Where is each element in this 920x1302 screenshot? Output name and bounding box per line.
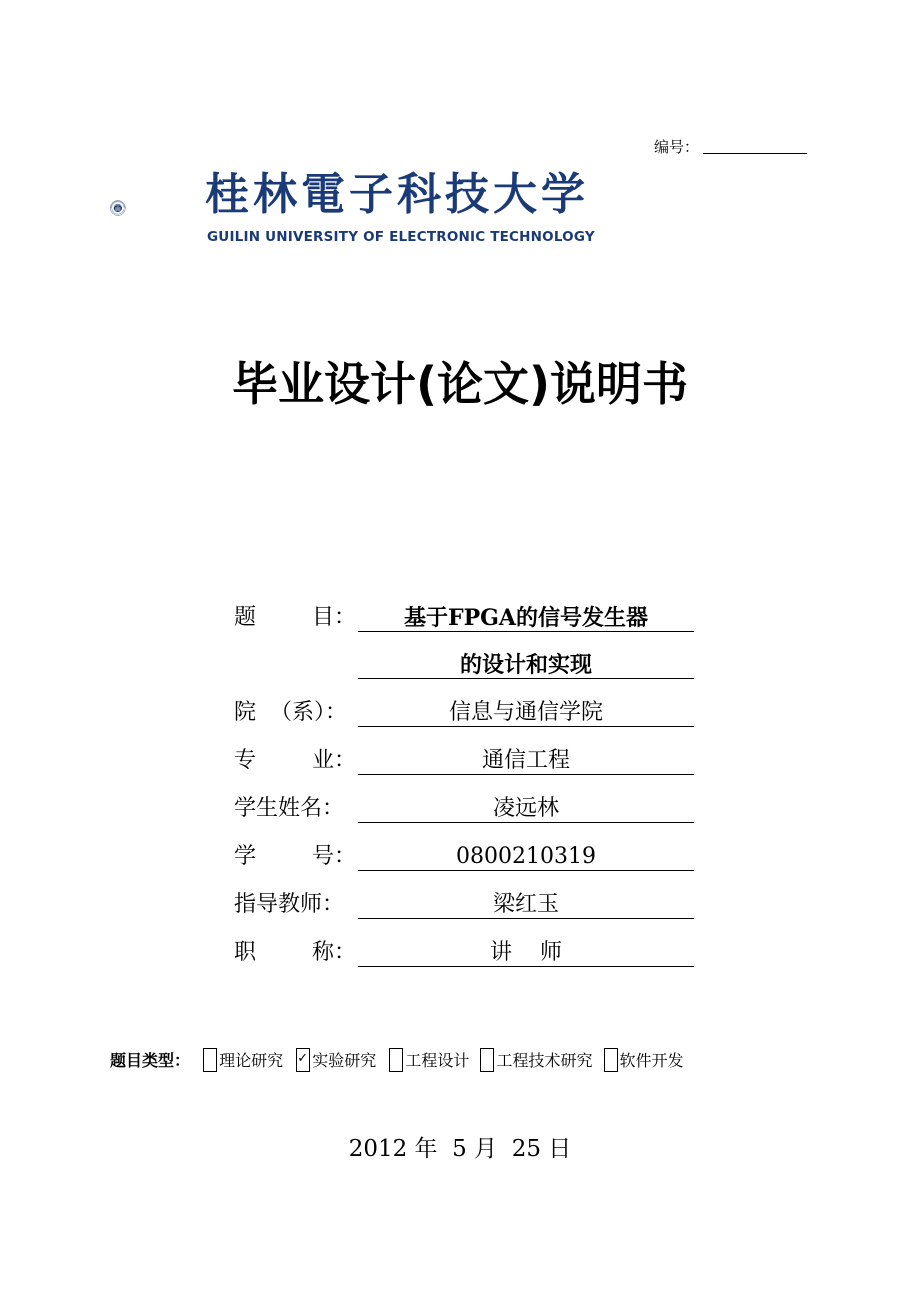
topic-type-option-2: 工程设计 [405,1051,470,1070]
major-label: 专 业： [234,748,356,773]
rank-label: 职 称： [234,940,356,965]
topic-type-checkbox-1[interactable] [296,1048,310,1072]
student-id-underline [358,870,694,871]
topic-value-line2: 的设计和实现 [459,652,592,678]
document-title: 毕业设计(论文)说明书 [231,357,689,411]
advisor-underline [358,918,694,919]
topic-type-checkbox-2[interactable] [389,1048,403,1072]
topic-type-label: 题目类型： [110,1051,191,1070]
student-name-underline [358,822,694,823]
topic-type-row [110,1048,684,1078]
topic-type-checkbox-4[interactable] [604,1048,618,1072]
topic-underline-2 [358,678,694,679]
topic-type-checkbox-3[interactable] [480,1048,494,1072]
advisor-label: 指导教师： [234,892,345,917]
university-seal-icon [110,166,200,250]
topic-value-line1: 基于FPGA的信号发生器 [403,605,649,631]
serial-number-label: 编号： [654,138,700,156]
document-date: 2012 年 5 月 25 日 [348,1136,572,1162]
topic-label: 题 目： [234,605,356,630]
student-name-label: 学生姓名： [234,796,345,821]
topic-type-option-0: 理论研究 [219,1051,284,1070]
student-id-value: 0800210319 [456,844,596,869]
university-name-cn: 桂林電子科技大学 [205,169,589,220]
serial-number-field[interactable] [703,153,807,154]
topic-type-option-1: 实验研究 [312,1051,377,1070]
topic-type-option-4: 软件开发 [619,1051,684,1070]
topic-type-checkbox-0[interactable] [203,1048,217,1072]
topic-underline-1 [358,631,694,632]
university-name-en: GUILIN UNIVERSITY OF ELECTRONIC TECHNOLOGY [207,229,595,245]
department-underline [358,726,694,727]
advisor-value: 梁红玉 [492,892,559,917]
major-value: 通信工程 [481,748,570,773]
department-value: 信息与通信学院 [448,700,603,725]
major-underline [358,774,694,775]
student-name-value: 凌远林 [492,796,559,821]
topic-type-option-3: 工程技术研究 [496,1051,593,1070]
student-id-label: 学 号： [234,844,356,869]
rank-underline [358,966,694,967]
rank-value: 讲 师 [490,940,562,965]
department-label: 院 （系）： [234,700,347,725]
